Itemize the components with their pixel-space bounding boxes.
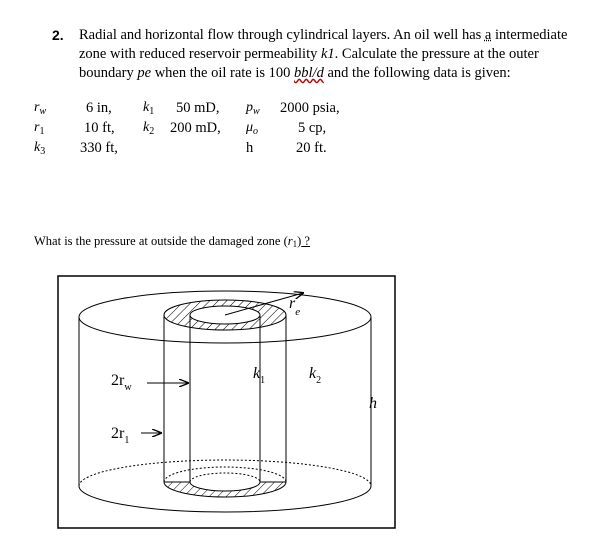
label-2rw: $2r_w$ xyxy=(111,372,132,393)
damaged-zone-bottom-back xyxy=(164,467,286,482)
val-k2: 200 mD, xyxy=(170,120,221,136)
given-data-table xyxy=(0,100,603,160)
sym-h: h xyxy=(246,140,254,156)
label-k2: $k_2$ xyxy=(309,365,322,386)
question-line-1: Radial and horizontal flow through cylindrical layers. An oil well has a intermediate xyxy=(79,27,568,43)
val-k3: 330 ft, xyxy=(80,140,118,156)
sym-k3: $k_3$ xyxy=(34,140,46,157)
wellbore-bottom-back xyxy=(190,473,260,482)
label-h: h xyxy=(369,395,377,412)
question-line-3: boundary pe when the oil rate is 100 bbl/d and the following data is given: xyxy=(79,65,511,81)
val-k1: 50 mD, xyxy=(176,100,220,116)
cylinder-svg xyxy=(57,275,397,530)
sym-k1: $k_1$ xyxy=(143,100,155,117)
damaged-zone-bottom xyxy=(164,482,286,497)
val-rw: 6 in, xyxy=(86,100,112,116)
val-h: 20 ft. xyxy=(296,140,327,156)
label-re: $r_e$ xyxy=(289,295,301,318)
sym-r1: $r_1$ xyxy=(34,120,45,137)
cylinder-diagram xyxy=(57,275,397,530)
sym-pw: $p_w$ xyxy=(246,100,260,117)
question-number: 2. xyxy=(52,27,64,43)
question-line-2: zone with reduced reservoir permeability k1. Calculate the pressure at the outer xyxy=(79,46,539,62)
sym-k2: $k_2$ xyxy=(143,120,155,137)
label-k1: $k_1$ xyxy=(253,365,266,386)
outer-cylinder-bottom-front xyxy=(79,486,371,512)
sym-rw: $r_w$ xyxy=(34,100,47,117)
question-text xyxy=(79,26,579,83)
val-pw: 2000 psia, xyxy=(280,100,340,116)
val-muo: 5 cp, xyxy=(298,120,327,136)
prompt-question: What is the pressure at outside the damaged zone (r1) ? xyxy=(34,234,310,249)
sym-muo: $\mu_o$ xyxy=(246,120,259,137)
label-2r1: $2r_1$ xyxy=(111,425,130,446)
val-r1: 10 ft, xyxy=(84,120,115,136)
